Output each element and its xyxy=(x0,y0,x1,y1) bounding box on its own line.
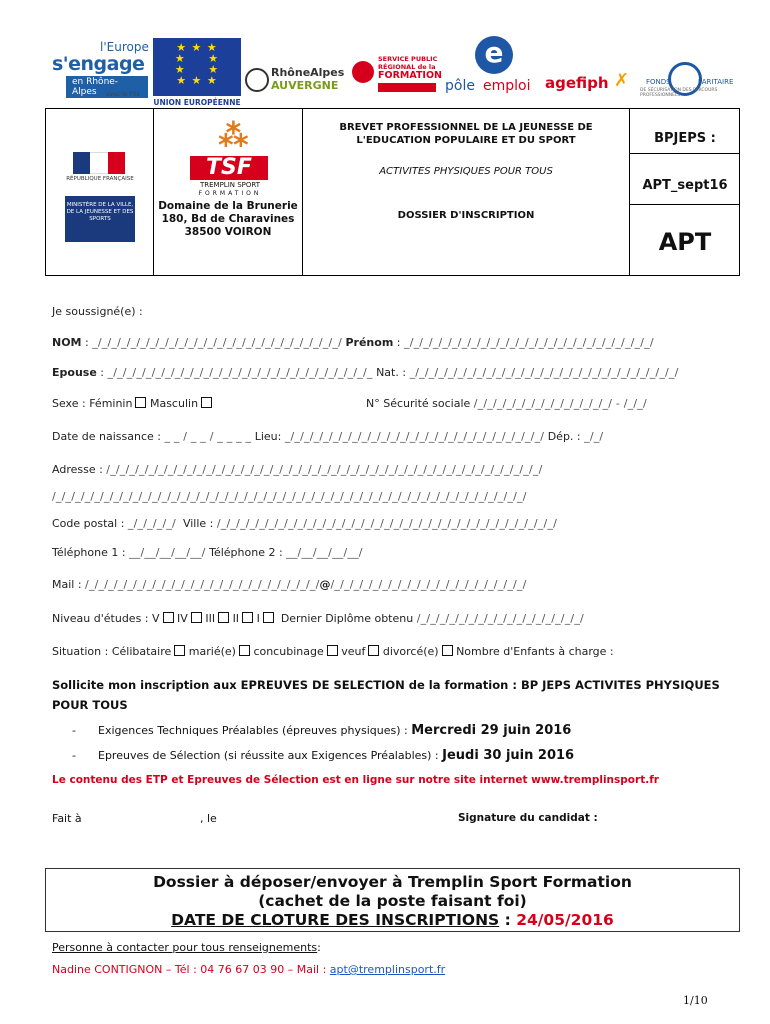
contact-email-link[interactable]: apt@tremplinsport.fr xyxy=(329,963,446,976)
bullet-selection-date: Jeudi 30 juin 2016 xyxy=(442,748,575,763)
bullet-etp: - Exigences Techniques Préalables (épreuves physiques) : Mercredi 29 juin 2016 xyxy=(72,723,572,738)
address-line: 180, Bd de Charavines xyxy=(161,213,295,225)
concubinage-label: concubinage xyxy=(253,645,324,658)
address-line: 38500 VOIRON xyxy=(184,226,272,238)
fonds-paritaire-logo xyxy=(640,62,735,100)
celibataire-checkbox[interactable] xyxy=(174,645,185,656)
contact-details xyxy=(52,963,445,976)
europe-logo-region: en Rhône-Alpes xyxy=(66,76,148,98)
diploma-title-line1: BREVET PROFESSIONNEL DE LA JEUNESSE DE xyxy=(339,122,593,133)
tsf-logo-line1: TREMPLIN SPORT xyxy=(199,181,261,189)
rhone-emblem-icon xyxy=(245,68,269,92)
sollicite-line1: Sollicite mon inscription aux EPREUVES DE SELECTION de la formation : BP JEPS ACTIVITES PHYSIQUES xyxy=(52,678,720,692)
le-label: , le xyxy=(200,812,217,825)
cloture-date: 24/05/2016 xyxy=(516,911,614,929)
niveau-v-checkbox[interactable] xyxy=(163,612,174,623)
sexe-row xyxy=(52,397,212,410)
fonds-text-c: DE SÉCURISATION DES PARCOURS PROFESSIONNELS xyxy=(640,88,718,98)
cloture-label: DATE DE CLOTURE DES INSCRIPTIONS xyxy=(171,911,500,929)
contact-label: Personne à contacter pour tous renseignements xyxy=(52,941,318,954)
eu-stars-icon: ★ ★ ★ ★ ★ ★ ★ ★ ★ ★ xyxy=(174,41,220,87)
niveau-iii-checkbox[interactable] xyxy=(218,612,229,623)
service-public-line1: SERVICE PUBLIC RÉGIONAL de la xyxy=(378,55,438,71)
epouse-field[interactable]: _/_/_/_/_/_/_/_/_/_/_/_/_/_/_/_/_/_/_/_/_/_/_/_/_/_/_/_ xyxy=(107,366,373,379)
tel1-field[interactable]: __/__/__/__/__/ xyxy=(129,546,206,559)
situation-row xyxy=(52,645,614,658)
prenom-label: Prénom xyxy=(345,336,394,349)
divorce-checkbox[interactable] xyxy=(442,645,453,656)
agefiph-logo: agefiph xyxy=(545,74,609,92)
niveau-ii-checkbox[interactable] xyxy=(242,612,253,623)
adresse-field-2[interactable]: /_/_/_/_/_/_/_/_/_/_/_/_/_/_/_/_/_/_/_/_/_/_/_/_/_/_/_/_/_/_/_/_/_/_/_/_/_/_/_/_/_/_/_/_/_/_/_/_/_/ xyxy=(52,490,527,503)
niveau-iii-label: III xyxy=(205,612,216,625)
header-titles xyxy=(302,118,630,221)
epouse-label: Epouse xyxy=(52,366,97,379)
nom-label: NOM xyxy=(52,336,82,349)
contact-label-suffix: : xyxy=(317,941,321,954)
masculin-checkbox[interactable] xyxy=(201,397,212,408)
deposit-line2: (cachet de la poste faisant foi) xyxy=(258,892,527,910)
ministry-text: MINISTÈRE DE LA VILLE, DE LA JEUNESSE ET DES SPORTS xyxy=(65,196,135,242)
republique-text: RÉPUBLIQUE FRANÇAISE xyxy=(66,176,134,182)
intro-text: Je soussigné(e) : xyxy=(52,305,143,318)
nat-label: Nat. xyxy=(376,366,399,379)
adresse-label: Adresse : xyxy=(52,463,103,476)
mail-row xyxy=(52,578,527,591)
republique-francaise-logo xyxy=(65,152,135,242)
service-public-line3: FORMATION xyxy=(378,70,442,81)
niveau-label: Niveau d'études : V xyxy=(52,612,160,625)
naissance-field[interactable]: _ _ / _ _ / _ _ _ _ xyxy=(164,430,252,443)
naissance-label: Date de naissance : xyxy=(52,430,161,443)
naissance-row xyxy=(52,430,603,443)
mail-field-user[interactable]: /_/_/_/_/_/_/_/_/_/_/_/_/_/_/_/_/_/_/_/_/_/_/_/_/ xyxy=(85,578,320,591)
bullet-selection: - Epreuves de Sélection (si réussite aux Exigences Préalables) : Jeudi 30 juin 2016 xyxy=(72,748,575,763)
diplome-field[interactable]: /_/_/_/_/_/_/_/_/_/_/_/_/_/_/_/_/_/ xyxy=(416,612,584,625)
nat-field[interactable]: _/_/_/_/_/_/_/_/_/_/_/_/_/_/_/_/_/_/_/_/_/_/_/_/_/_/_/_/ xyxy=(409,366,679,379)
rhone-alpes-auvergne-logo xyxy=(245,66,345,98)
lieu-field[interactable]: _/_/_/_/_/_/_/_/_/_/_/_/_/_/_/_/_/_/_/_/_/_/_/_/_/_/_/ xyxy=(284,430,545,443)
adresse-row xyxy=(52,463,542,476)
adresse-field[interactable]: /_/_/_/_/_/_/_/_/_/_/_/_/_/_/_/_/_/_/_/_/_/_/_/_/_/_/_/_/_/_/_/_/_/_/_/_/_/_/_/_/_/_/_/_/_/ xyxy=(106,463,543,476)
cp-row xyxy=(52,517,557,530)
rhone-logo-line2: AUVERGNE xyxy=(271,79,339,92)
diplome-label: Dernier Diplôme obtenu xyxy=(280,612,414,625)
tsf-address xyxy=(158,200,298,239)
nom-row: NOM : _/_/_/_/_/_/_/_/_/_/_/_/_/_/_/_/_/_/_/_/_/_/_/_/_/_/ Prénom : _/_/_/_/_/_/_/_/_/_/_/_/_/_/_/_/_/_/_/_/_/_/_/_/_/_/ xyxy=(52,336,654,349)
dossier-title: DOSSIER D'INSCRIPTION xyxy=(397,210,535,221)
niveau-iv-label: IV xyxy=(177,612,188,625)
mail-field-domain[interactable]: /_/_/_/_/_/_/_/_/_/_/_/_/_/_/_/_/_/_/_/_/ xyxy=(330,578,527,591)
service-public-emblem-icon xyxy=(352,61,374,83)
sexe-label: Sexe : Féminin xyxy=(52,397,133,410)
feminin-checkbox[interactable] xyxy=(135,397,146,408)
mail-label: Mail : xyxy=(52,578,82,591)
deposit-box xyxy=(45,868,740,932)
ville-label: Ville : xyxy=(182,517,214,530)
contact-line xyxy=(52,941,321,954)
online-content-note: Le contenu des ETP et Epreuves de Sélection est en ligne sur notre site internet www.tremplinsport.fr xyxy=(52,774,659,786)
niveau-row xyxy=(52,612,584,625)
diploma-title-line2: L'EDUCATION POPULAIRE ET DU SPORT xyxy=(356,135,576,146)
contact-name: Nadine CONTIGNON – Tél : 04 76 67 03 90 – Mail : xyxy=(52,963,330,976)
tsf-logo-letters: TSF xyxy=(190,156,268,180)
dep-label: Dép. : xyxy=(547,430,581,443)
at-sign: @ xyxy=(319,578,331,591)
deposit-line1: Dossier à déposer/envoyer à Tremplin Sport Formation xyxy=(153,873,632,891)
secu-field[interactable]: /_/_/_/_/_/_/_/_/_/_/_/_/_/_/ - /_/_/ xyxy=(473,397,647,410)
rhone-logo-line1: RhôneAlpes xyxy=(271,66,345,79)
pole-emploi-text-b: emploi xyxy=(483,78,531,94)
session-code: APT_sept16 xyxy=(642,178,728,193)
eu-flag-logo xyxy=(153,38,241,107)
tel1-label: Téléphone 1 : xyxy=(52,546,126,559)
niveau-ii-label: II xyxy=(232,612,240,625)
agefiph-figure-icon: ✗ xyxy=(614,70,630,91)
sollicite-line2: POUR TOUS xyxy=(52,698,128,712)
prenom-field[interactable]: _/_/_/_/_/_/_/_/_/_/_/_/_/_/_/_/_/_/_/_/_/_/_/_/_/_/ xyxy=(404,336,654,349)
niveau-i-checkbox[interactable] xyxy=(263,612,274,623)
marie-label: marié(e) xyxy=(188,645,236,658)
secu-row xyxy=(366,397,647,410)
europe-logo-fse: avec le FSE xyxy=(106,91,141,98)
fonds-text-b: PARITAIRE xyxy=(698,78,734,86)
europe-logo-text: l'Europe xyxy=(100,40,149,54)
bpjeps-label: BPJEPS : xyxy=(654,131,716,146)
adresse-row-2 xyxy=(52,490,527,503)
tel2-label: Téléphone 2 : xyxy=(209,546,283,559)
tsf-figures-icon: ⁂ xyxy=(218,119,249,154)
tsf-logo xyxy=(190,118,270,200)
tsf-logo-line2: FORMATION xyxy=(198,190,262,197)
cp-field[interactable]: _/_/_/_/_/ xyxy=(127,517,176,530)
activites-title: ACTIVITES PHYSIQUES POUR TOUS xyxy=(379,166,553,177)
address-line: Domaine de la Brunerie xyxy=(158,200,298,212)
nom-field[interactable]: _/_/_/_/_/_/_/_/_/_/_/_/_/_/_/_/_/_/_/_/_/_/_/_/_/_/ xyxy=(92,336,342,349)
europe-engage-logo xyxy=(48,40,149,98)
bullet-etp-date: Mercredi 29 juin 2016 xyxy=(411,723,572,738)
apt-label: APT xyxy=(658,228,712,256)
secu-label: N° Sécurité sociale xyxy=(366,397,471,410)
service-public-formation-logo xyxy=(352,55,442,95)
signature-label: Signature du candidat : xyxy=(458,812,598,824)
niveau-iv-checkbox[interactable] xyxy=(191,612,202,623)
europe-logo-title: s'engage xyxy=(52,53,145,75)
veuf-label: veuf xyxy=(341,645,366,658)
epouse-row: Epouse : _/_/_/_/_/_/_/_/_/_/_/_/_/_/_/_/_/_/_/_/_/_/_/_/_/_/_/_ Nat. : _/_/_/_/_/_/_/_/_/_/_/_/_/_/_/_/_/_/_/_/_/_/_/_/_/_/_/_/ xyxy=(52,366,679,379)
marie-checkbox[interactable] xyxy=(239,645,250,656)
niveau-i-label: I xyxy=(256,612,260,625)
situation-label: Situation : Célibataire xyxy=(52,645,172,658)
bullet-etp-text: Exigences Techniques Préalables (épreuves physiques) : xyxy=(98,724,408,737)
cloture-sep: : xyxy=(499,911,517,929)
veuf-checkbox[interactable] xyxy=(368,645,379,656)
concubinage-checkbox[interactable] xyxy=(327,645,338,656)
pole-emploi-text-a: pôle xyxy=(445,78,475,94)
french-flag-icon xyxy=(73,152,125,174)
service-public-bar xyxy=(378,83,436,92)
ville-field[interactable]: /_/_/_/_/_/_/_/_/_/_/_/_/_/_/_/_/_/_/_/_/_/_/_/_/_/_/_/_/_/_/_/_/_/_/_/ xyxy=(216,517,557,530)
bullet-selection-text: Epreuves de Sélection (si réussite aux Exigences Préalables) : xyxy=(98,749,439,762)
enfants-label: Nombre d'Enfants à charge : xyxy=(456,645,614,658)
eu-caption: UNION EUROPÉENNE xyxy=(153,98,241,107)
cloture-line xyxy=(46,911,739,930)
fonds-text-a: FONDS xyxy=(646,78,671,86)
dep-field[interactable]: _/_/ xyxy=(584,430,604,443)
masculin-label: Masculin xyxy=(149,397,199,410)
divorce-label: divorcé(e) xyxy=(382,645,439,658)
page-number: 1/10 xyxy=(683,994,708,1007)
sollicite-paragraph xyxy=(52,675,742,715)
fait-a-label: Fait à xyxy=(52,812,82,825)
cp-label: Code postal : xyxy=(52,517,125,530)
telephone-row xyxy=(52,546,363,559)
lieu-label: Lieu: xyxy=(254,430,282,443)
tel2-field[interactable]: __/__/__/__/__/ xyxy=(286,546,363,559)
pole-emploi-e-icon: e xyxy=(475,36,513,74)
